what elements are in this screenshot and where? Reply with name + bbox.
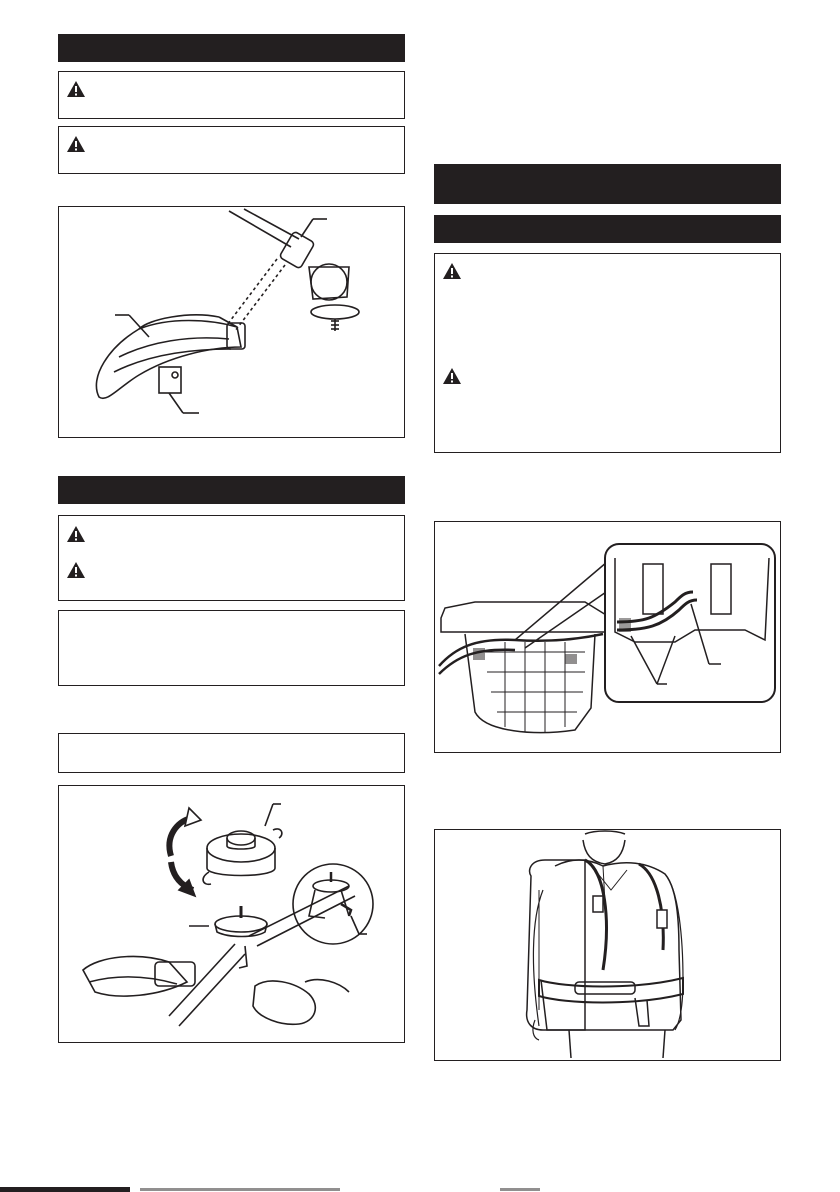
backpack-harness-illustration: [435, 830, 779, 1059]
figure-protector-attachment: [58, 206, 405, 438]
subsection-heading-bar: [434, 215, 781, 243]
warning-box-3: [58, 515, 405, 601]
section-heading-1: [58, 40, 66, 56]
subsection-heading: [434, 221, 442, 237]
warning-triangle-icon: [67, 81, 85, 97]
warning-triangle-icon: [443, 263, 461, 279]
cable-routing-illustration: [435, 522, 779, 751]
figure-cutting-head-install: [58, 785, 405, 1043]
section-heading-bar-2: [58, 476, 405, 504]
figure-cable-routing: [434, 521, 781, 753]
warning-box-2: [58, 126, 405, 174]
section-heading-bar-3: [434, 164, 781, 204]
figure-backpack-harness: [434, 829, 781, 1061]
warning-triangle-icon: [67, 526, 85, 542]
section-heading-3: [434, 176, 442, 192]
protector-illustration: [59, 207, 403, 436]
warning-triangle-icon: [443, 368, 461, 384]
footer-strip: [0, 1186, 840, 1192]
warning-triangle-icon: [67, 136, 85, 152]
note-box-1: [58, 733, 405, 773]
cutting-head-illustration: [59, 786, 403, 1041]
warning-box-1: [58, 71, 405, 119]
warning-triangle-icon: [67, 562, 85, 578]
section-heading-2: [58, 482, 66, 498]
section-heading-bar-1: [58, 34, 405, 62]
notice-box-1: [58, 610, 405, 686]
warning-box-4: [434, 253, 781, 453]
